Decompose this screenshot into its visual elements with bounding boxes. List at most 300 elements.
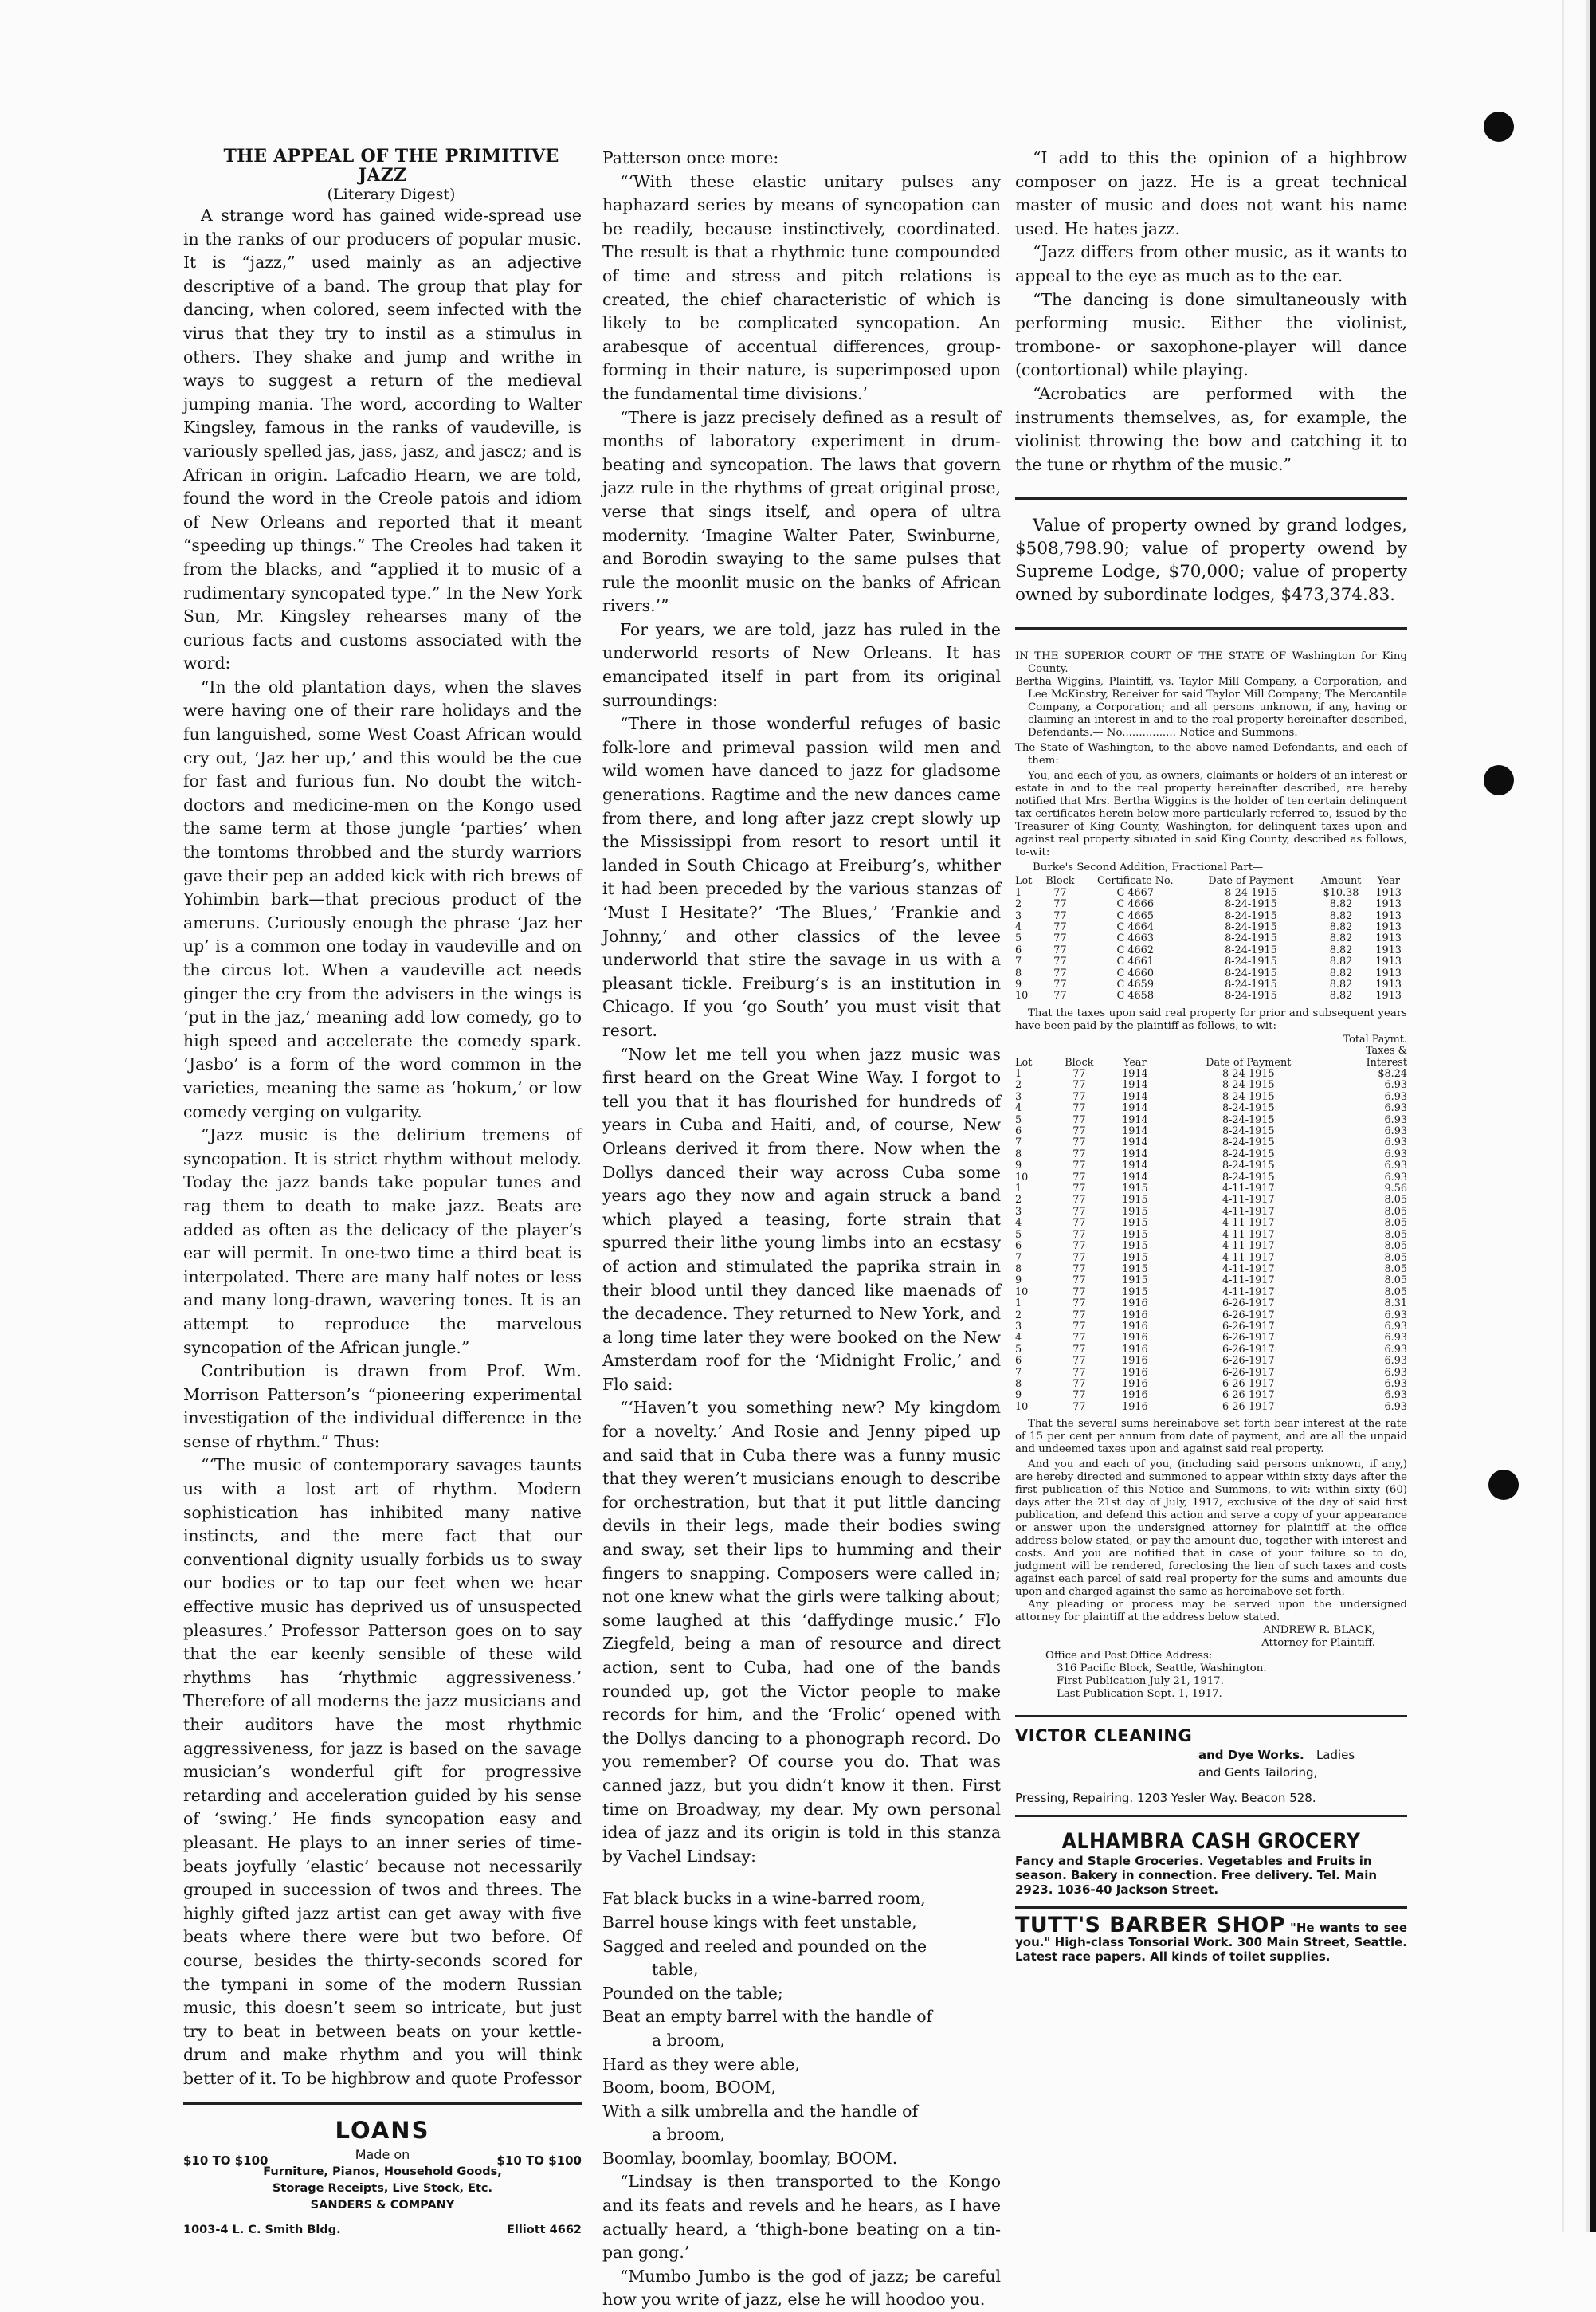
- page-fold-line: [1562, 0, 1564, 2232]
- table-cell: 4-11-1917: [1222, 1183, 1275, 1195]
- table-cell: 6.93: [1384, 1090, 1407, 1103]
- table-cell: 6.93: [1384, 1400, 1407, 1413]
- table-cell: 77: [1053, 909, 1067, 922]
- table-cell: 3: [1015, 1090, 1022, 1103]
- table-cell: 1914: [1122, 1090, 1148, 1103]
- table-cell: 6.93: [1384, 1332, 1407, 1344]
- table-cell: 8-24-1915: [1222, 1125, 1275, 1138]
- table-cell: 77: [1053, 932, 1067, 945]
- table-cell: 8-24-1915: [1225, 932, 1277, 945]
- article-paragraph: A strange word has gained wide-spread use in the ranks of our producers of popular music. It is “jazz,” used mainly as an adjective descriptive of a band. The group that play for dancing, when colored, seem infected with the virus that they try to instil as a stimulus in others. They shake and jump and writhe in ways to suggest a return of the medieval jumping mania. The word, according to Walter Kingsley, famous in the ranks of vaudeville, is variously spelled jas, jass, jasz, and jascz; and is African in origin. Lafcadio Hearn, we are told, found the word in the Creole patois and idiom of New Orleans and reported that it meant “speeding up things.” The Creoles had taken it from the blacks, and “applied it to music of a rudimentary syncopated type.” In the New York Sun, Mr. Kingsley rehearses many of the curious facts and customs associated with the word:: [183, 206, 582, 673]
- table-cell: 6-26-1917: [1222, 1297, 1275, 1310]
- article-paragraph: “Mumbo Jumbo is the god of jazz; be careful how you write of jazz, else he will hoodoo you.: [602, 2266, 1001, 2310]
- table-cell: 7: [1015, 1251, 1022, 1264]
- table-cell: 1914: [1122, 1102, 1148, 1115]
- loans-ad: [183, 2114, 582, 2266]
- poem-line: Boomlay, boomlay, boomlay, BOOM.: [602, 2148, 898, 2168]
- table-row: [1015, 1195, 1407, 1206]
- table-cell: 8-24-1915: [1222, 1102, 1275, 1115]
- article-paragraph: “‘The music of contemporary savages taunts us with a lost art of rhythm. Modern sophistication has inhibited many native instincts, and the mere fact that our conventional dignity usually forbids us to sway our bodies or to tap our feet when we hear effective music has deprived us of unsuspected pleasures.’ Professor Patterson goes on to say that the ear keenly sensible of these wild rhythms has ‘rhythmic aggressiveness.’ Therefore of all moderns the jazz musicians and their auditors have the most rhythmic aggressiveness, for jazz is based on the savage musician’s wonderful gift for progressive retarding and acceleration guided by his sense of ‘swing.’ He finds syncopation easy and pleasant. He plays to an inner series of time-beats joyfully ‘elastic’ because not necessarily grouped in succession of twos and threes. The highly gifted jazz artist can get away with five beats where there were but two before. Of course, besides the thirty-seconds scored for the tympani in some of the modern Russian music, this doesn’t seem so intricate, but just try to beat in between beats on your kettle-drum and make rhythm and you will think better of it. To be highbrow and quote Professor: [183, 1455, 582, 2088]
- table-row: [1015, 1368, 1407, 1379]
- table-row: [1015, 1321, 1407, 1333]
- table-cell: 6.93: [1384, 1136, 1407, 1149]
- divider: [183, 2102, 582, 2105]
- table-header: Lot: [1015, 1056, 1033, 1069]
- article-paragraph: “‘With these elastic unitary pulses any haphazard series by means of syncopation can be readily, because instinctively, coordinated. The result is that a rhythmic tune compounded of time and stress and pitch relations is created, the chief characteristic of which is likely to be complicated syncopation. An arabesque of accentual differences, group-forming in their nature, is superimposed upon the fundamental time divisions.’: [602, 171, 1001, 403]
- table-cell: 6: [1015, 1355, 1022, 1368]
- table-row: [1015, 979, 1407, 991]
- article-paragraph: For years, we are told, jazz has ruled in the underworld resorts of New Orleans. It has emancipated itself in part from its original surroundings:: [602, 619, 1001, 710]
- table-cell: 6-26-1917: [1222, 1366, 1275, 1379]
- table-cell: 8: [1015, 1377, 1022, 1390]
- table-cell: 8.82: [1329, 990, 1353, 1003]
- table-cell: C 4661: [1116, 956, 1154, 968]
- addition-heading: Burke's Second Addition, Fractional Part—: [1033, 862, 1264, 874]
- table-cell: 77: [1072, 1102, 1086, 1115]
- table-cell: 77: [1072, 1160, 1086, 1172]
- table-cell: 1914: [1122, 1171, 1148, 1183]
- table-cell: 6.93: [1384, 1343, 1407, 1356]
- table-row: [1015, 1160, 1407, 1172]
- table-cell: 7: [1015, 1136, 1022, 1149]
- tax-certificate-table: [1015, 876, 1407, 1002]
- article-source: (Literary Digest): [327, 186, 456, 203]
- table-row: [1015, 1287, 1407, 1298]
- table-cell: 1916: [1122, 1343, 1148, 1356]
- table-cell: 2: [1015, 898, 1022, 911]
- case-parties: Bertha Wiggins, Plaintiff, vs. Taylor Mill Company, a Corporation, and Lee McKinstry, Receiver for said Taylor Mill Company; The Mercantile Company, a Corporation; and all persons unknown, if any, having or claiming an interest in and to the real property hereinafter described, Defendants.— No................ Notice and Summons.: [1015, 676, 1407, 740]
- table-cell: 6.93: [1384, 1320, 1407, 1333]
- table-cell: 8.82: [1329, 909, 1353, 922]
- table-cell: 8.05: [1384, 1262, 1407, 1275]
- table-cell: 8-24-1915: [1225, 978, 1277, 991]
- poem-line-continued: a broom,: [652, 2125, 725, 2145]
- table-cell: 6: [1015, 944, 1022, 956]
- table-row: [1015, 1275, 1407, 1286]
- table-cell: 77: [1072, 1205, 1086, 1218]
- table-row: [1015, 888, 1407, 899]
- table-cell: 77: [1072, 1194, 1086, 1207]
- table-cell: 9: [1015, 978, 1022, 991]
- table-row: [1015, 1137, 1407, 1148]
- table-cell: 77: [1053, 920, 1067, 933]
- table-cell: 77: [1072, 1148, 1086, 1160]
- table-cell: C 4658: [1116, 990, 1154, 1003]
- table-cell: 1913: [1375, 909, 1402, 922]
- table-cell: 1916: [1122, 1355, 1148, 1368]
- table-cell: 1914: [1122, 1113, 1148, 1126]
- table-cell: 77: [1053, 990, 1067, 1003]
- tutt-ad-text: High-class Tonsorial Work. 300 Main Street, Seattle. Latest race papers. All kinds of toilet supplies.: [1015, 1935, 1407, 1965]
- notice-paragraph: You, and each of you, as owners, claimants or holders of an interest or estate in and to the real property hereinafter described, are hereby notified that Mrs. Bertha Wiggins is the holder of ten certain delinquent tax certificates herein below more particularly referred to, issued by the Treasurer of King County, Washington, for delinquent taxes upon and against real property situated in said King County, described as follows, to-wit:: [1015, 770, 1407, 859]
- table-cell: 4: [1015, 1102, 1022, 1115]
- taxes-paragraph: That the taxes upon said real property for prior and subsequent years have been paid by the plaintiff as follows, to-wit:: [1015, 1007, 1407, 1032]
- table-cell: 4-11-1917: [1222, 1217, 1275, 1230]
- table-cell: 1913: [1375, 886, 1402, 899]
- table-cell: 1915: [1122, 1205, 1148, 1218]
- table-cell: 1916: [1122, 1400, 1148, 1413]
- table-cell: 6-26-1917: [1222, 1355, 1275, 1368]
- table-cell: 77: [1072, 1297, 1086, 1310]
- table-cell: 6.93: [1384, 1148, 1407, 1160]
- table-cell: $8.24: [1378, 1068, 1407, 1080]
- table-cell: 8.05: [1384, 1240, 1407, 1253]
- table-cell: 8.82: [1329, 967, 1353, 979]
- legal-notice: [1015, 650, 1407, 1701]
- loans-range-right: $10 TO $100: [496, 2153, 582, 2168]
- table-cell: 9.56: [1384, 1183, 1407, 1195]
- loans-items: Furniture, Pianos, Household Goods, Storage Receipts, Live Stock, Etc.: [263, 2165, 502, 2195]
- table-cell: 10: [1015, 1171, 1029, 1183]
- victor-cleaning-ad: [1015, 1715, 1407, 1807]
- table-cell: 8-24-1915: [1222, 1136, 1275, 1149]
- table-cell: 77: [1072, 1217, 1086, 1230]
- table-cell: 6.93: [1384, 1079, 1407, 1092]
- table-row: [1015, 1126, 1407, 1137]
- table-cell: 8.05: [1384, 1286, 1407, 1298]
- table-row: [1015, 1103, 1407, 1114]
- table-row: [1015, 933, 1407, 944]
- table-cell: 8.05: [1384, 1274, 1407, 1287]
- table-cell: 8-24-1915: [1222, 1148, 1275, 1160]
- victor-ad-line2: and Gents Tailoring,: [1198, 1765, 1318, 1780]
- article-paragraph: Contribution is drawn from Prof. Wm. Morrison Patterson’s “pioneering experimental investigation of the individual difference in the sense of rhythm.” Thus:: [183, 1361, 582, 1451]
- table-row: [1015, 1298, 1407, 1309]
- alhambra-ad-name: ALHAMBRA CASH GROCERY: [1061, 1829, 1361, 1855]
- table-cell: 1914: [1122, 1160, 1148, 1172]
- table-row: [1015, 1402, 1407, 1413]
- table-cell: 10: [1015, 1286, 1029, 1298]
- victor-ad-name: VICTOR CLEANING: [1015, 1726, 1193, 1746]
- tax-payment-table: [1015, 1034, 1407, 1413]
- table-cell: 8.82: [1329, 932, 1353, 945]
- table-cell: 3: [1015, 1205, 1022, 1218]
- table-cell: 9: [1015, 1274, 1022, 1287]
- article-paragraph: “There in those wonderful refuges of basic folk-lore and primeval passion wild men and wild women have danced to jazz for gladsome generations. Ragtime and the new dances came from there, and long after jazz crept slowly up the Mississippi from resort to resort until it landed in South Chicago at Freiburg’s, whither it had been preceded by the various stanzas of ‘Must I Hesitate?’ ‘The Blues,’ ‘Frankie and Johnny,’ and other classics of the levee underworld that stire the savage in us with a pleasant tickle. Freiburg’s is an institution in Chicago. If you ‘go South’ you must visit that resort.: [602, 714, 1001, 1040]
- table-cell: 6: [1015, 1125, 1022, 1138]
- attorney-title: Attorney for Plaintiff.: [1261, 1637, 1375, 1650]
- table-row: [1015, 956, 1407, 968]
- article-paragraph: “Acrobatics are performed with the instruments themselves, as, for example, the violinist throwing the bow and catching it to the tune or rhythm of the music.”: [1015, 383, 1407, 474]
- table-header: Date of Payment: [1206, 1056, 1292, 1069]
- table-row: [1015, 945, 1407, 956]
- table-cell: 8.05: [1384, 1228, 1407, 1241]
- table-cell: 6.93: [1384, 1125, 1407, 1138]
- table-cell: 8-24-1915: [1222, 1079, 1275, 1092]
- table-cell: 9: [1015, 1389, 1022, 1402]
- table-cell: 6.93: [1384, 1160, 1407, 1172]
- table-cell: 77: [1053, 944, 1067, 956]
- article-paragraph: “There is jazz precisely defined as a result of months of laboratory experiment in drum-beating and syncopation. The laws that govern jazz rule in the rhythms of great original prose, verse that sings itself, and opera of ultra modernity. ‘Imagine Walter Pater, Swinburne, and Borodin swaying to the same pulses that rule the moonlit music on the banks of African rivers.’”: [602, 407, 1001, 616]
- table-cell: 8.82: [1329, 956, 1353, 968]
- table-cell: 77: [1072, 1332, 1086, 1344]
- table-cell: 77: [1072, 1366, 1086, 1379]
- table-cell: 8-24-1915: [1222, 1090, 1275, 1103]
- table-cell: 6.93: [1384, 1377, 1407, 1390]
- table-cell: 1916: [1122, 1297, 1148, 1310]
- poem-line: Fat black bucks in a wine-barred room,: [602, 1889, 926, 1909]
- table-cell: 8.05: [1384, 1205, 1407, 1218]
- table-cell: 4-11-1917: [1222, 1194, 1275, 1207]
- summons-paragraph: And you and each of you, (including said persons unknown, if any,) are hereby directed and summoned to appear within sixty days after the first publication of this Notice and Summons, to-wit: within sixty (60) days after the 21st day of July, 1917, exclusive of the day of said first publication, and defend this action and serve a copy of your appearance or answer upon the undersigned attorney for plaintiff at the office address below stated, or pay the amount due, together with interest and costs. And you are notified that in case of your failure so to do, judgment will be rendered, foreclosing the lien of such taxes and costs against each parcel of said real property for the sums and amounts due upon and charged against the same as hereinabove set forth.: [1015, 1458, 1407, 1599]
- table-cell: 1914: [1122, 1068, 1148, 1080]
- table-cell: 77: [1072, 1355, 1086, 1368]
- table-cell: 77: [1072, 1068, 1086, 1080]
- table-row: [1015, 1390, 1407, 1401]
- table-cell: 4-11-1917: [1222, 1274, 1275, 1287]
- table-cell: 8.05: [1384, 1217, 1407, 1230]
- table-cell: 77: [1053, 956, 1067, 968]
- table-row: [1015, 1149, 1407, 1160]
- table-cell: C 4664: [1116, 920, 1154, 933]
- victor-ad-line1: and Dye Works.: [1198, 1748, 1304, 1763]
- table-cell: 1914: [1122, 1079, 1148, 1092]
- table-cell: 4-11-1917: [1222, 1228, 1275, 1241]
- table-cell: 1915: [1122, 1286, 1148, 1298]
- table-cell: 6.93: [1384, 1113, 1407, 1126]
- loans-ad-title: LOANS: [335, 2116, 430, 2144]
- table-cell: 8-24-1915: [1225, 909, 1277, 922]
- table-cell: 77: [1072, 1125, 1086, 1138]
- table-cell: 77: [1072, 1274, 1086, 1287]
- table-cell: $10.38: [1323, 886, 1359, 899]
- punch-hole: [1484, 112, 1514, 142]
- table-cell: 1913: [1375, 978, 1402, 991]
- table-cell: 77: [1072, 1377, 1086, 1390]
- table-cell: 77: [1053, 898, 1067, 911]
- table-cell: 6.93: [1384, 1309, 1407, 1321]
- article-paragraph: “Jazz music is the delirium tremens of syncopation. It is strict rhythm without melody. Today the jazz bands take popular tunes and rag them to death to make jazz. Beats are added as often as the delicacy of the player’s ear will permit. In one-two time a third beat is interpolated. There are many half notes or less and many long-drawn, wavering tones. It is an attempt to reproduce the marvelous syncopation of the African jungle.”: [183, 1125, 582, 1357]
- table-cell: 1913: [1375, 990, 1402, 1003]
- table-cell: 6-26-1917: [1222, 1332, 1275, 1344]
- table-row: [1015, 1218, 1407, 1229]
- table-cell: 1915: [1122, 1262, 1148, 1275]
- table-cell: 8-24-1915: [1225, 956, 1277, 968]
- table-cell: 6.93: [1384, 1171, 1407, 1183]
- table-cell: 1913: [1375, 944, 1402, 956]
- table-cell: 1916: [1122, 1332, 1148, 1344]
- table-cell: 8-24-1915: [1222, 1113, 1275, 1126]
- table-cell: 77: [1053, 978, 1067, 991]
- table-cell: 8-24-1915: [1225, 944, 1277, 956]
- article-paragraph: “‘Haven’t you something new? My kingdom for a novelty.’ And Rosie and Jenny piped up and said that in Cuba there was a funny music that they weren’t musicians enough to describe for orchestration, but that it put little dancing devils in their legs, made their bodies swing and sway, set their lips to humming and their fingers to snapping. Composers were called in; not one knew what the girls were talking about; some laughed at this ‘daffydinge music.’ Flo Ziegfeld, being a man of resource and direct action, sent to Cuba, had one of the bands rounded up, got the Victor people to make records for him, and the ‘Frolic’ opened with the Dollys dancing to a phonograph record. Do you remember? Of course you do. That was canned jazz, but you didn’t know it then. First time on Broadway, my dear. My own personal idea of jazz and its origin is told in this stanza by Vachel Lindsay:: [602, 1398, 1001, 1866]
- table-cell: 8.05: [1384, 1251, 1407, 1264]
- table-cell: 7: [1015, 1366, 1022, 1379]
- table-cell: 77: [1072, 1240, 1086, 1253]
- table-cell: 77: [1072, 1309, 1086, 1321]
- table-cell: 10: [1015, 1400, 1029, 1413]
- table-cell: 77: [1072, 1090, 1086, 1103]
- table-cell: 1913: [1375, 967, 1402, 979]
- table-cell: 8-24-1915: [1225, 990, 1277, 1003]
- table-cell: 8-24-1915: [1225, 898, 1277, 911]
- first-publication: First Publication July 21, 1917.: [1057, 1675, 1224, 1688]
- table-row: [1015, 922, 1407, 933]
- table-cell: 4-11-1917: [1222, 1205, 1275, 1218]
- poem-line: Beat an empty barrel with the handle of: [602, 2007, 933, 2027]
- table-cell: 1915: [1122, 1251, 1148, 1264]
- table-row: [1015, 1069, 1407, 1080]
- table-cell: 77: [1053, 886, 1067, 899]
- table-cell: 8-24-1915: [1222, 1068, 1275, 1080]
- table-cell: 1913: [1375, 956, 1402, 968]
- table-row: [1015, 1356, 1407, 1367]
- table-cell: 3: [1015, 909, 1022, 922]
- table-cell: 4-11-1917: [1222, 1251, 1275, 1264]
- property-statistics: Value of property owned by grand lodges, $508,798.90; value of property owend by Supreme Lodge, $70,000; value of property owned by subordinate lodges, $473,374.83.: [1015, 516, 1407, 606]
- article-paragraph: Patterson once more:: [602, 148, 779, 167]
- poem-line: With a silk umbrella and the handle of: [602, 2101, 918, 2121]
- table-cell: 1916: [1122, 1366, 1148, 1379]
- pleading-paragraph: Any pleading or process may be served upon the undersigned attorney for plaintiff at the address below stated.: [1015, 1599, 1407, 1624]
- table-cell: 8.82: [1329, 978, 1353, 991]
- table-cell: 1: [1015, 1068, 1022, 1080]
- victor-ad-line3: Pressing, Repairing. 1203 Yesler Way. Beacon 528.: [1015, 1791, 1316, 1806]
- punch-hole: [1484, 765, 1514, 795]
- table-cell: 6-26-1917: [1222, 1343, 1275, 1356]
- table-cell: 6.93: [1384, 1366, 1407, 1379]
- table-row: [1015, 911, 1407, 922]
- tutt-ad-tagline: "He wants to see you.": [1015, 1921, 1407, 1950]
- table-row: [1015, 1092, 1407, 1103]
- table-cell: 5: [1015, 1228, 1022, 1241]
- office-label: Office and Post Office Address:: [1045, 1650, 1213, 1662]
- loans-range-left: $10 TO $100: [183, 2153, 269, 2168]
- table-cell: 2: [1015, 1079, 1022, 1092]
- table-header: Amount: [1320, 875, 1362, 888]
- table-cell: 1915: [1122, 1194, 1148, 1207]
- table-header: Year: [1377, 875, 1400, 888]
- table-cell: 1916: [1122, 1377, 1148, 1390]
- table-cell: 6-26-1917: [1222, 1389, 1275, 1402]
- loans-company: SANDERS & COMPANY: [310, 2198, 455, 2212]
- table-cell: C 4662: [1116, 944, 1154, 956]
- table-header: Year: [1123, 1056, 1147, 1069]
- table-cell: 77: [1072, 1286, 1086, 1298]
- table-cell: 1913: [1375, 920, 1402, 933]
- table-cell: 4: [1015, 1217, 1022, 1230]
- table-cell: 6.93: [1384, 1102, 1407, 1115]
- loans-address: 1003-4 L. C. Smith Bldg.: [183, 2223, 341, 2236]
- poem-line: Hard as they were able,: [602, 2054, 800, 2074]
- poem-line: Barrel house kings with feet unstable,: [602, 1912, 917, 1932]
- table-cell: 5: [1015, 1343, 1022, 1356]
- table-row: [1015, 1379, 1407, 1390]
- article-paragraph: “Jazz differs from other music, as it wants to appeal to the eye as much as to the ear.: [1015, 242, 1407, 285]
- punch-hole: [1488, 1470, 1519, 1500]
- table-cell: 2: [1015, 1309, 1022, 1321]
- poem-line: Pounded on the table;: [602, 1983, 783, 2003]
- article-column-2: [602, 147, 1001, 2312]
- table-header: Date of Payment: [1208, 875, 1294, 888]
- table-cell: 77: [1072, 1136, 1086, 1149]
- table-cell: 6: [1015, 1240, 1022, 1253]
- table-cell: 6-26-1917: [1222, 1320, 1275, 1333]
- table-cell: 6-26-1917: [1222, 1309, 1275, 1321]
- table-cell: 77: [1072, 1262, 1086, 1275]
- table-header: Lot: [1015, 875, 1033, 888]
- table-header: Certificate No.: [1096, 875, 1174, 888]
- tutt-ad-name: TUTT'S BARBER SHOP: [1015, 1913, 1285, 1938]
- table-cell: 77: [1072, 1389, 1086, 1402]
- table-cell: 77: [1072, 1079, 1086, 1092]
- table-cell: 77: [1072, 1400, 1086, 1413]
- table-row: [1015, 1253, 1407, 1264]
- table-row: [1015, 1080, 1407, 1091]
- table-cell: 77: [1072, 1343, 1086, 1356]
- table-cell: 1915: [1122, 1274, 1148, 1287]
- table-cell: 1: [1015, 1183, 1022, 1195]
- table-cell: 77: [1072, 1113, 1086, 1126]
- alhambra-grocery-ad: [1015, 1815, 1407, 1897]
- table-cell: 4: [1015, 920, 1022, 933]
- table-header: Block: [1065, 1056, 1094, 1069]
- article-paragraph: “Lindsay is then transported to the Kongo and its feats and revels and he hears, as I have actually heard, a ‘thigh-bone beating on a tin-pan gong.’: [602, 2172, 1001, 2263]
- table-row: [1015, 991, 1407, 1002]
- table-cell: 6-26-1917: [1222, 1400, 1275, 1413]
- table-row: [1015, 1230, 1407, 1241]
- table-cell: C 4663: [1116, 932, 1154, 945]
- table-cell: 1914: [1122, 1148, 1148, 1160]
- last-publication: Last Publication Sept. 1, 1917.: [1057, 1688, 1222, 1701]
- divider: [1015, 497, 1407, 500]
- poem-line-continued: a broom,: [652, 2030, 725, 2050]
- table-cell: 1913: [1375, 932, 1402, 945]
- table-cell: 8-24-1915: [1225, 920, 1277, 933]
- poem-stanza: [602, 1887, 1001, 2170]
- table-cell: 1: [1015, 886, 1022, 899]
- article-paragraph: “The dancing is done simultaneously with performing music. Either the violinist, trombone- or saxophone-player will dance (contortional) while playing.: [1015, 289, 1407, 380]
- table-cell: 4-11-1917: [1222, 1286, 1275, 1298]
- table-cell: 8: [1015, 1262, 1022, 1275]
- table-cell: 8.05: [1384, 1194, 1407, 1207]
- court-heading: IN THE SUPERIOR COURT OF THE STATE OF Washington for King County.: [1015, 650, 1407, 676]
- table-cell: 8: [1015, 1148, 1022, 1160]
- article-paragraph: “Now let me tell you when jazz music was first heard on the Great Wine Way. I forgot to tell you that it has flourished for hundreds of years in Cuba and Haiti, and, of course, New Orleans derived it from there. Now when the Dollys danced their way across Cuba some years ago they now and again struck a band which played a teasing, forte strain that spurred their lithe young limbs into an ecstasy of action and stimulated the paprika strain in their blood until they danced like maenads of the decadence. They returned to New York, and a long time later they were booked on the New Amsterdam roof for the ‘Midnight Frolic,’ and Flo said:: [602, 1044, 1001, 1394]
- table-cell: 77: [1072, 1171, 1086, 1183]
- table-cell: C 4660: [1116, 967, 1154, 979]
- attorney-name: ANDREW R. BLACK,: [1263, 1624, 1375, 1637]
- table-cell: 7: [1015, 956, 1022, 968]
- table-cell: 3: [1015, 1320, 1022, 1333]
- table-cell: 8-24-1915: [1222, 1160, 1275, 1172]
- poem-line: Boom, boom, BOOM,: [602, 2078, 776, 2098]
- office-address: 316 Pacific Block, Seattle, Washington.: [1057, 1662, 1267, 1675]
- interest-paragraph: That the several sums hereinabove set forth bear interest at the rate of 15 per cent per annum from date of payment, and are all the unpaid and undeemed taxes upon and against said real property.: [1015, 1418, 1407, 1456]
- table-row: [1015, 1172, 1407, 1183]
- victor-ad-line1b: Ladies: [1316, 1748, 1355, 1763]
- poem-line: Sagged and reeled and pounded on the: [602, 1936, 927, 1956]
- table-cell: 1913: [1375, 898, 1402, 911]
- table-cell: 77: [1053, 967, 1067, 979]
- table-cell: 5: [1015, 1113, 1022, 1126]
- table-cell: 1914: [1122, 1125, 1148, 1138]
- article-paragraph: “I add to this the opinion of a highbrow composer on jazz. He is a great technical master of music and does not want his name used. He hates jazz.: [1015, 148, 1407, 238]
- table-cell: 1: [1015, 1297, 1022, 1310]
- table-row: [1015, 1115, 1407, 1126]
- table-cell: 4: [1015, 1332, 1022, 1344]
- table-header: Block: [1045, 875, 1075, 888]
- table-cell: 6.93: [1384, 1389, 1407, 1402]
- table-cell: 1914: [1122, 1136, 1148, 1149]
- table-cell: 1915: [1122, 1183, 1148, 1195]
- poem-line-continued: table,: [652, 1960, 699, 1980]
- article-paragraph: “In the old plantation days, when the slaves were having one of their rare holidays and the fun languished, some West Coast African would cry out, ‘Jaz her up,’ and this would be the cue for fast and furious fun. No doubt the witch-doctors and medicine-men on the Kongo used the same term at those jungle ‘parties’ when the tomtoms throbbed and the sturdy warriors gave their pep an added kick with rich brews of Yohimbin bark—that precious product of the ameruns. Curiously enough the phrase ‘Jaz her up’ is a common one today in vaudeville and on the circus lot. When a vaudeville act needs ginger the cry from the advisers in the wings is ‘put in the jaz,’ meaning add low comedy, go to high speed and accelerate the comedy spark. ‘Jasbo’ is a form of the word common in the varieties, meaning the same as ‘hokum,’ or low comedy verging on vulgarity.: [183, 677, 582, 1121]
- table-cell: C 4667: [1116, 886, 1154, 899]
- table-cell: 9: [1015, 1160, 1022, 1172]
- table-cell: 4-11-1917: [1222, 1262, 1275, 1275]
- table-cell: 8.31: [1384, 1297, 1407, 1310]
